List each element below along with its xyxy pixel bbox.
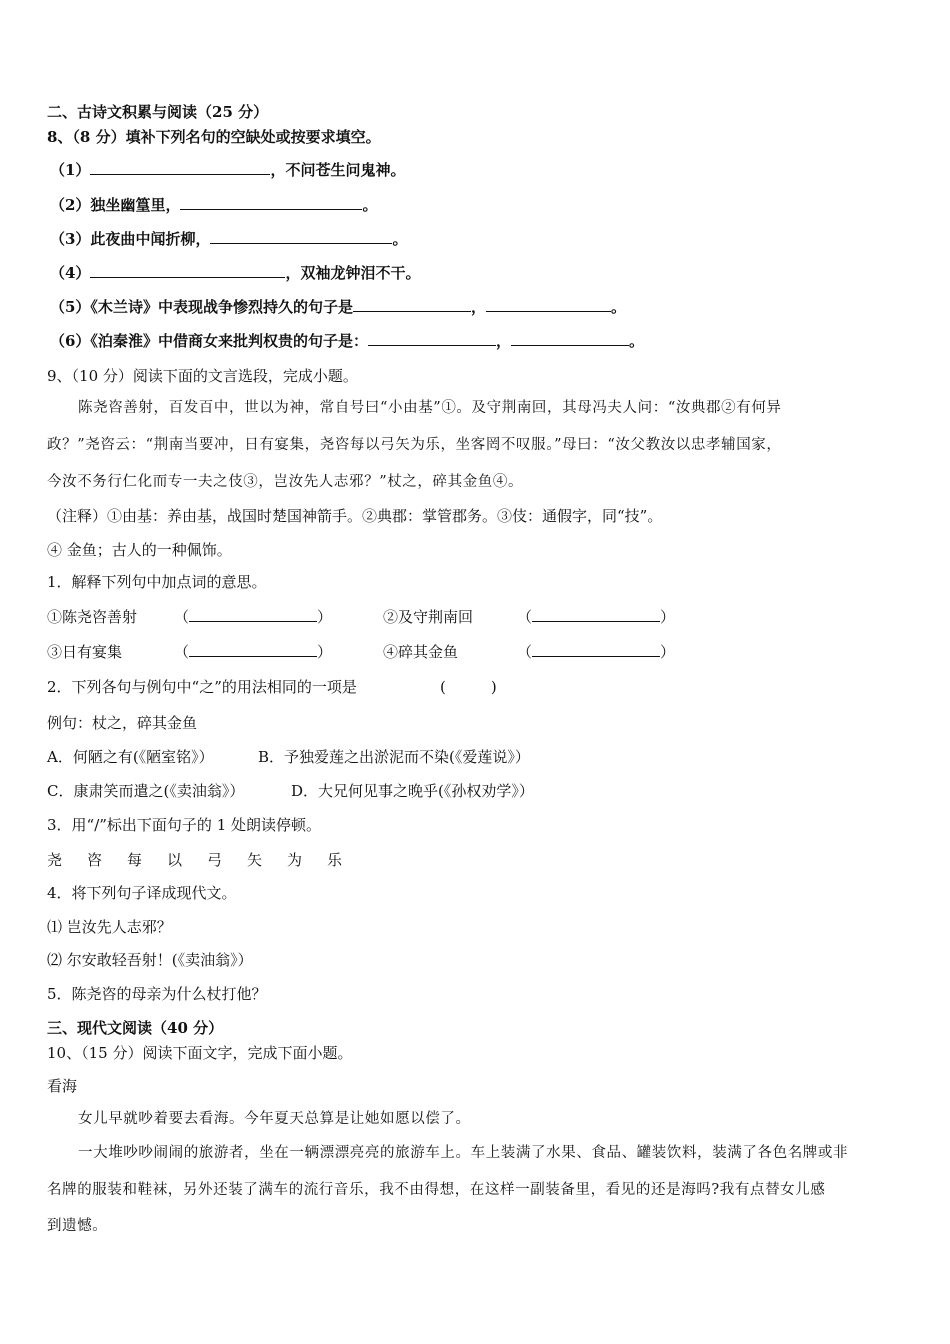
q8-item-6-prefix: （6）《泊秦淮》中借商女来批判权贵的句子是： — [50, 332, 368, 350]
q8-item-4-blank[interactable] — [90, 263, 285, 278]
q9-sub1-heading: 1．解释下列句中加点词的意思。 — [47, 573, 267, 591]
section-2-title: 二、古诗文积累与阅读（25 分） — [47, 103, 269, 121]
q9-sub3-char: 乐 — [327, 851, 343, 869]
q8-item-6 — [50, 331, 644, 351]
q9-sub3-heading: 3．用“/”标出下面句子的 1 处朗读停顿。 — [47, 816, 322, 834]
q8-item-5 — [50, 297, 626, 317]
q9-heading: 9、（10 分）阅读下面的文言选段，完成小题。 — [47, 367, 358, 385]
q9-sub2-option-c[interactable]: C．康肃笑而遣之(《卖油翁》） — [47, 782, 245, 800]
q8-item-2-prefix: （2）独坐幽篁里， — [50, 196, 181, 214]
q9-note-2: ④ 金鱼；古人的一种佩饰。 — [47, 541, 232, 559]
q9-sub1-answer-3[interactable] — [174, 642, 332, 662]
q9-sub4-heading: 4．将下列句子译成现代文。 — [47, 884, 237, 902]
q9-sub3-char: 矢 — [247, 851, 263, 869]
q8-item-6-blank-2[interactable] — [511, 331, 629, 346]
q8-item-3-suffix: 。 — [392, 230, 408, 248]
q9-sub1-word-3: ③日有宴集 — [47, 643, 123, 661]
q9-note-1: （注释）①由基：养由基，战国时楚国神箭手。②典郡：掌管郡务。③伎：通假字，同“技”。 — [47, 507, 663, 525]
paren-close: ） — [660, 608, 676, 626]
q9-sub5-heading: 5．陈尧咨的母亲为什么杖打他？ — [47, 985, 267, 1003]
q8-item-5-suffix: 。 — [610, 298, 626, 316]
q8-item-5-prefix: （5）《木兰诗》中表现战争惨烈持久的句子是 — [50, 298, 353, 316]
q9-sub1-blank-2[interactable] — [532, 607, 660, 622]
q8-item-3-prefix: （3）此夜曲中闻折柳， — [50, 230, 211, 248]
q9-passage-line-3: 今汝不务行仁化而专一夫之伎③，岂汝先人志邪？”杖之，碎其金鱼④。 — [47, 474, 524, 490]
q9-sub3-char: 咨 — [87, 851, 103, 869]
q8-item-2 — [50, 195, 377, 215]
paren-open: （ — [517, 643, 533, 661]
q9-sub4-item-2: ⑵ 尔安敢轻吾射！(《卖油翁》） — [47, 951, 253, 969]
paren-open: （ — [174, 608, 190, 626]
q8-heading: 8、（8 分）填补下列名句的空缺处或按要求填空。 — [47, 128, 381, 146]
q9-sub2-option-d[interactable]: D．大兄何见事之晚乎(《孙权劝学》） — [291, 782, 534, 800]
q9-sub1-blank-1[interactable] — [189, 607, 317, 622]
q8-item-5-blank-2[interactable] — [486, 297, 611, 312]
q9-passage-line-2: 政？”尧咨云：“荆南当要冲，日有宴集，尧咨每以弓矢为乐，坐客罔不叹服。”母曰：“汝父教汝以忠孝辅国家， — [47, 437, 782, 453]
q9-sub3-char: 以 — [167, 851, 183, 869]
q9-sub1-blank-4[interactable] — [532, 642, 660, 657]
q8-item-1-suffix: ，不问苍生问鬼神。 — [270, 161, 406, 179]
q10-paragraph-1: 女儿早就吵着要去看海。今年夏天总算是让她如愿以偿了。 — [78, 1111, 471, 1127]
q9-sub1-blank-3[interactable] — [189, 642, 317, 657]
q8-item-1 — [50, 160, 405, 180]
q10-article-title: 看海 — [47, 1077, 78, 1095]
q8-item-3-blank[interactable] — [210, 229, 392, 244]
q9-sub3-sentence[interactable] — [47, 850, 367, 870]
q9-sub2-answer-paren[interactable]: ( ) — [440, 678, 497, 696]
q9-sub2-example: 例句：杖之，碎其金鱼 — [47, 714, 198, 732]
q8-item-3 — [50, 229, 407, 249]
q8-item-5-blank-1[interactable] — [353, 297, 471, 312]
q9-sub1-word-4: ④碎其金鱼 — [383, 643, 459, 661]
q9-passage-line-1: 陈尧咨善射，百发百中，世以为神，常自号曰“小由基”①。及守荆南回，其母冯夫人问：“汝典郡②有何异 — [78, 400, 782, 416]
q8-item-6-suffix: 。 — [628, 332, 644, 350]
q9-sub3-char: 尧 — [47, 851, 63, 869]
q9-sub3-char: 为 — [287, 851, 303, 869]
q9-sub1-word-1: ①陈尧咨善射 — [47, 608, 138, 626]
q9-sub2-heading: 2．下列各句与例句中“之”的用法相同的一项是 — [47, 678, 357, 696]
q9-sub4-item-1: ⑴ 岂汝先人志邪？ — [47, 918, 172, 936]
q9-sub2-option-a[interactable]: A．何陋之有(《陋室铭》） — [47, 748, 214, 766]
q10-heading: 10、（15 分）阅读下面文字，完成下面小题。 — [47, 1044, 353, 1062]
q9-sub1-answer-1[interactable] — [174, 607, 332, 627]
q8-item-2-suffix: 。 — [362, 196, 378, 214]
q8-item-4 — [50, 263, 420, 283]
q8-item-6-blank-1[interactable] — [368, 331, 496, 346]
q10-paragraph-2-line-1: 一大堆吵吵闹闹的旅游者，坐在一辆漂漂亮亮的旅游车上。车上装满了水果、食品、罐装饮料，装满了各色名牌或非 — [78, 1145, 849, 1161]
q8-item-1-blank[interactable] — [90, 160, 270, 175]
q10-paragraph-2-line-2: 名牌的服装和鞋袜，另外还装了满车的流行音乐，我不由得想，在这样一副装备里，看见的还是海吗?我有点替女儿感 — [47, 1182, 826, 1198]
paren-open: （ — [174, 643, 190, 661]
q10-paragraph-2-line-3: 到遗憾。 — [47, 1218, 108, 1234]
q8-item-4-prefix: （4） — [50, 264, 91, 282]
q9-sub2-option-b[interactable]: B．予独爱莲之出淤泥而不染(《爱莲说》） — [258, 748, 530, 766]
q8-item-4-suffix: ，双袖龙钟泪不干。 — [285, 264, 421, 282]
paren-close: ） — [660, 643, 676, 661]
q9-sub1-answer-4[interactable] — [517, 642, 675, 662]
q9-sub3-char: 每 — [127, 851, 143, 869]
paren-open: （ — [517, 608, 533, 626]
paren-close: ） — [317, 608, 333, 626]
section-3-title: 三、现代文阅读（40 分） — [47, 1019, 224, 1037]
q9-sub1-word-2: ②及守荆南回 — [383, 608, 474, 626]
q9-sub1-answer-2[interactable] — [517, 607, 675, 627]
q8-item-5-mid: ， — [470, 298, 486, 316]
paren-close: ） — [317, 643, 333, 661]
q8-item-2-blank[interactable] — [180, 195, 362, 210]
q9-sub3-char: 弓 — [207, 851, 223, 869]
q8-item-1-prefix: （1） — [50, 161, 91, 179]
q8-item-6-mid: ， — [495, 332, 511, 350]
